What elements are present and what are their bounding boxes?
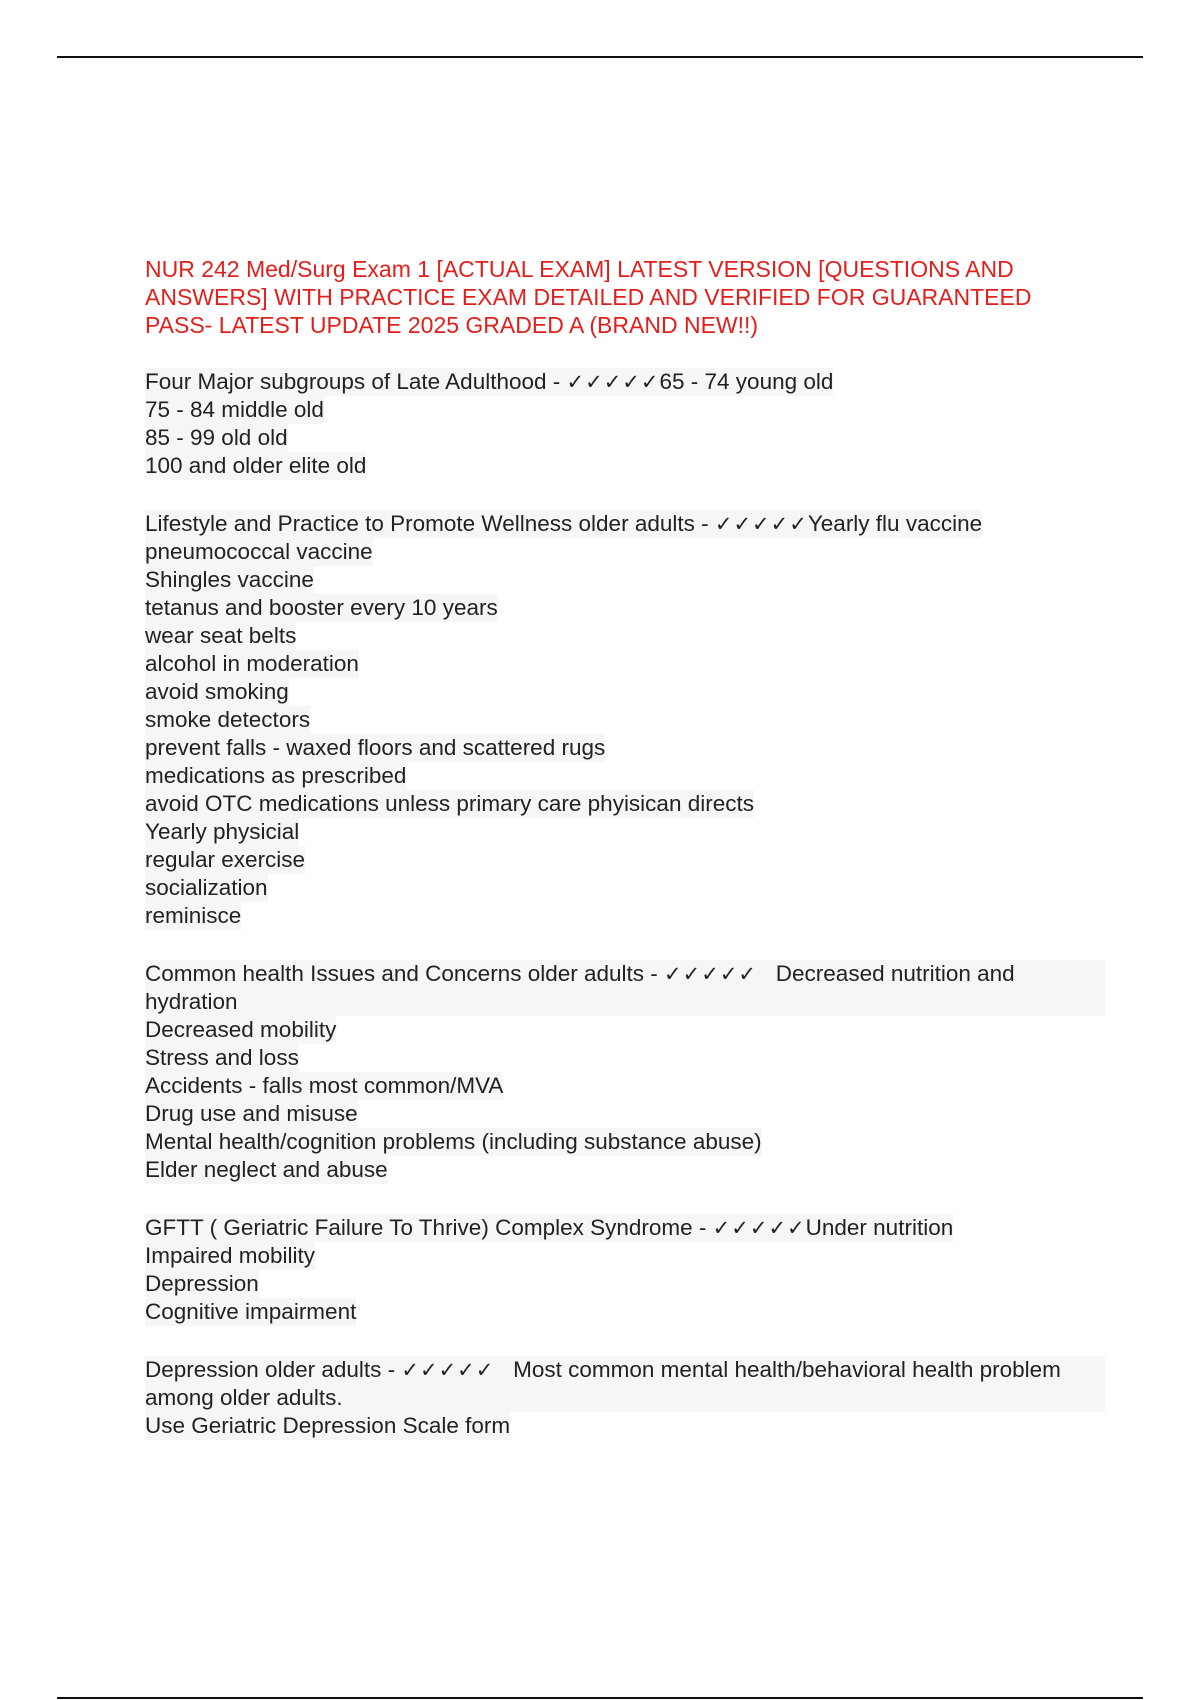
- question-text: Four Major subgroups of Late Adulthood: [145, 369, 547, 394]
- qa-question-line: [145, 510, 982, 538]
- separator: -: [694, 511, 715, 536]
- answer-line: pneumococcal vaccine: [145, 539, 373, 564]
- qa-block-3: [145, 1214, 1105, 1326]
- document-title: NUR 242 Med/Surg Exam 1 [ACTUAL EXAM] LATEST VERSION [QUESTIONS AND ANSWERS] WITH PRACTICE EXAM DETAILED AND VERIFIED FOR GUARANTEED PASS- LATEST UPDATE 2025 GRADED A (BRAND NEW!!): [145, 256, 1032, 338]
- answer-line: wear seat belts: [145, 623, 297, 648]
- qa-question-line: [145, 368, 833, 396]
- answer-line: alcohol in moderation: [145, 651, 359, 676]
- answer-text: Under nutrition: [805, 1215, 954, 1240]
- top-rule: [57, 56, 1143, 58]
- answer-line: smoke detectors: [145, 707, 311, 732]
- answer-line: prevent falls - waxed floors and scattered rugs: [145, 735, 606, 760]
- document-body: [145, 255, 1105, 1470]
- answer-line: medications as prescribed: [145, 763, 407, 788]
- answer-line: tetanus and booster every 10 years: [145, 595, 498, 620]
- qa-block-1: [145, 510, 1105, 930]
- check-marks-icon: ✓✓✓✓✓: [714, 512, 808, 536]
- answer-text: Most common mental health/behavioral health problem among older adults.: [145, 1357, 1061, 1410]
- check-marks-icon: ✓✓✓✓✓: [712, 1216, 806, 1240]
- answer-line: regular exercise: [145, 847, 306, 872]
- question-text: GFTT ( Geriatric Failure To Thrive) Complex Syndrome: [145, 1215, 693, 1240]
- separator: -: [644, 961, 665, 986]
- answer-line: avoid smoking: [145, 679, 289, 704]
- answer-line: avoid OTC medications unless primary care phyisican directs: [145, 791, 754, 816]
- question-text: Common health Issues and Concerns older adults: [145, 961, 645, 986]
- qa-question-line: [145, 960, 1105, 1016]
- answer-line: 85 - 99 old old: [145, 425, 288, 450]
- answer-line: reminisce: [145, 903, 242, 928]
- question-text: Depression older adults: [145, 1357, 382, 1382]
- answer-line: Cognitive impairment: [145, 1299, 357, 1324]
- bottom-rule: [57, 1697, 1143, 1699]
- answer-line: Shingles vaccine: [145, 567, 314, 592]
- check-marks-icon: ✓✓✓✓✓: [401, 1358, 495, 1382]
- separator: -: [381, 1357, 402, 1382]
- answer-line: socialization: [145, 875, 268, 900]
- separator: -: [692, 1215, 713, 1240]
- answer-line: 100 and older elite old: [145, 453, 367, 478]
- qa-block-0: [145, 368, 1105, 480]
- answer-line: 75 - 84 middle old: [145, 397, 324, 422]
- qa-question-line: [145, 1356, 1105, 1412]
- answer-text: 65 - 74 young old: [659, 369, 834, 394]
- answer-line: Accidents - falls most common/MVA: [145, 1073, 504, 1098]
- answer-line: Stress and loss: [145, 1045, 299, 1070]
- answer-line: Decreased mobility: [145, 1017, 337, 1042]
- separator: -: [546, 369, 567, 394]
- answer-line: Impaired mobility: [145, 1243, 316, 1268]
- answer-line: Drug use and misuse: [145, 1101, 358, 1126]
- question-text: Lifestyle and Practice to Promote Wellness older adults: [145, 511, 695, 536]
- answer-line: Yearly physicial: [145, 819, 300, 844]
- qa-block-4: [145, 1356, 1105, 1440]
- answer-line: Use Geriatric Depression Scale form: [145, 1413, 511, 1438]
- answer-text: Decreased nutrition and hydration: [145, 961, 1015, 1014]
- check-marks-icon: ✓✓✓✓✓: [664, 962, 758, 986]
- check-marks-icon: ✓✓✓✓✓: [566, 370, 660, 394]
- answer-line: Mental health/cognition problems (including substance abuse): [145, 1129, 762, 1154]
- answer-text: Yearly flu vaccine: [807, 511, 983, 536]
- qa-block-2: [145, 960, 1105, 1184]
- qa-question-line: [145, 1214, 953, 1242]
- answer-line: Elder neglect and abuse: [145, 1157, 388, 1182]
- answer-line: Depression: [145, 1271, 259, 1296]
